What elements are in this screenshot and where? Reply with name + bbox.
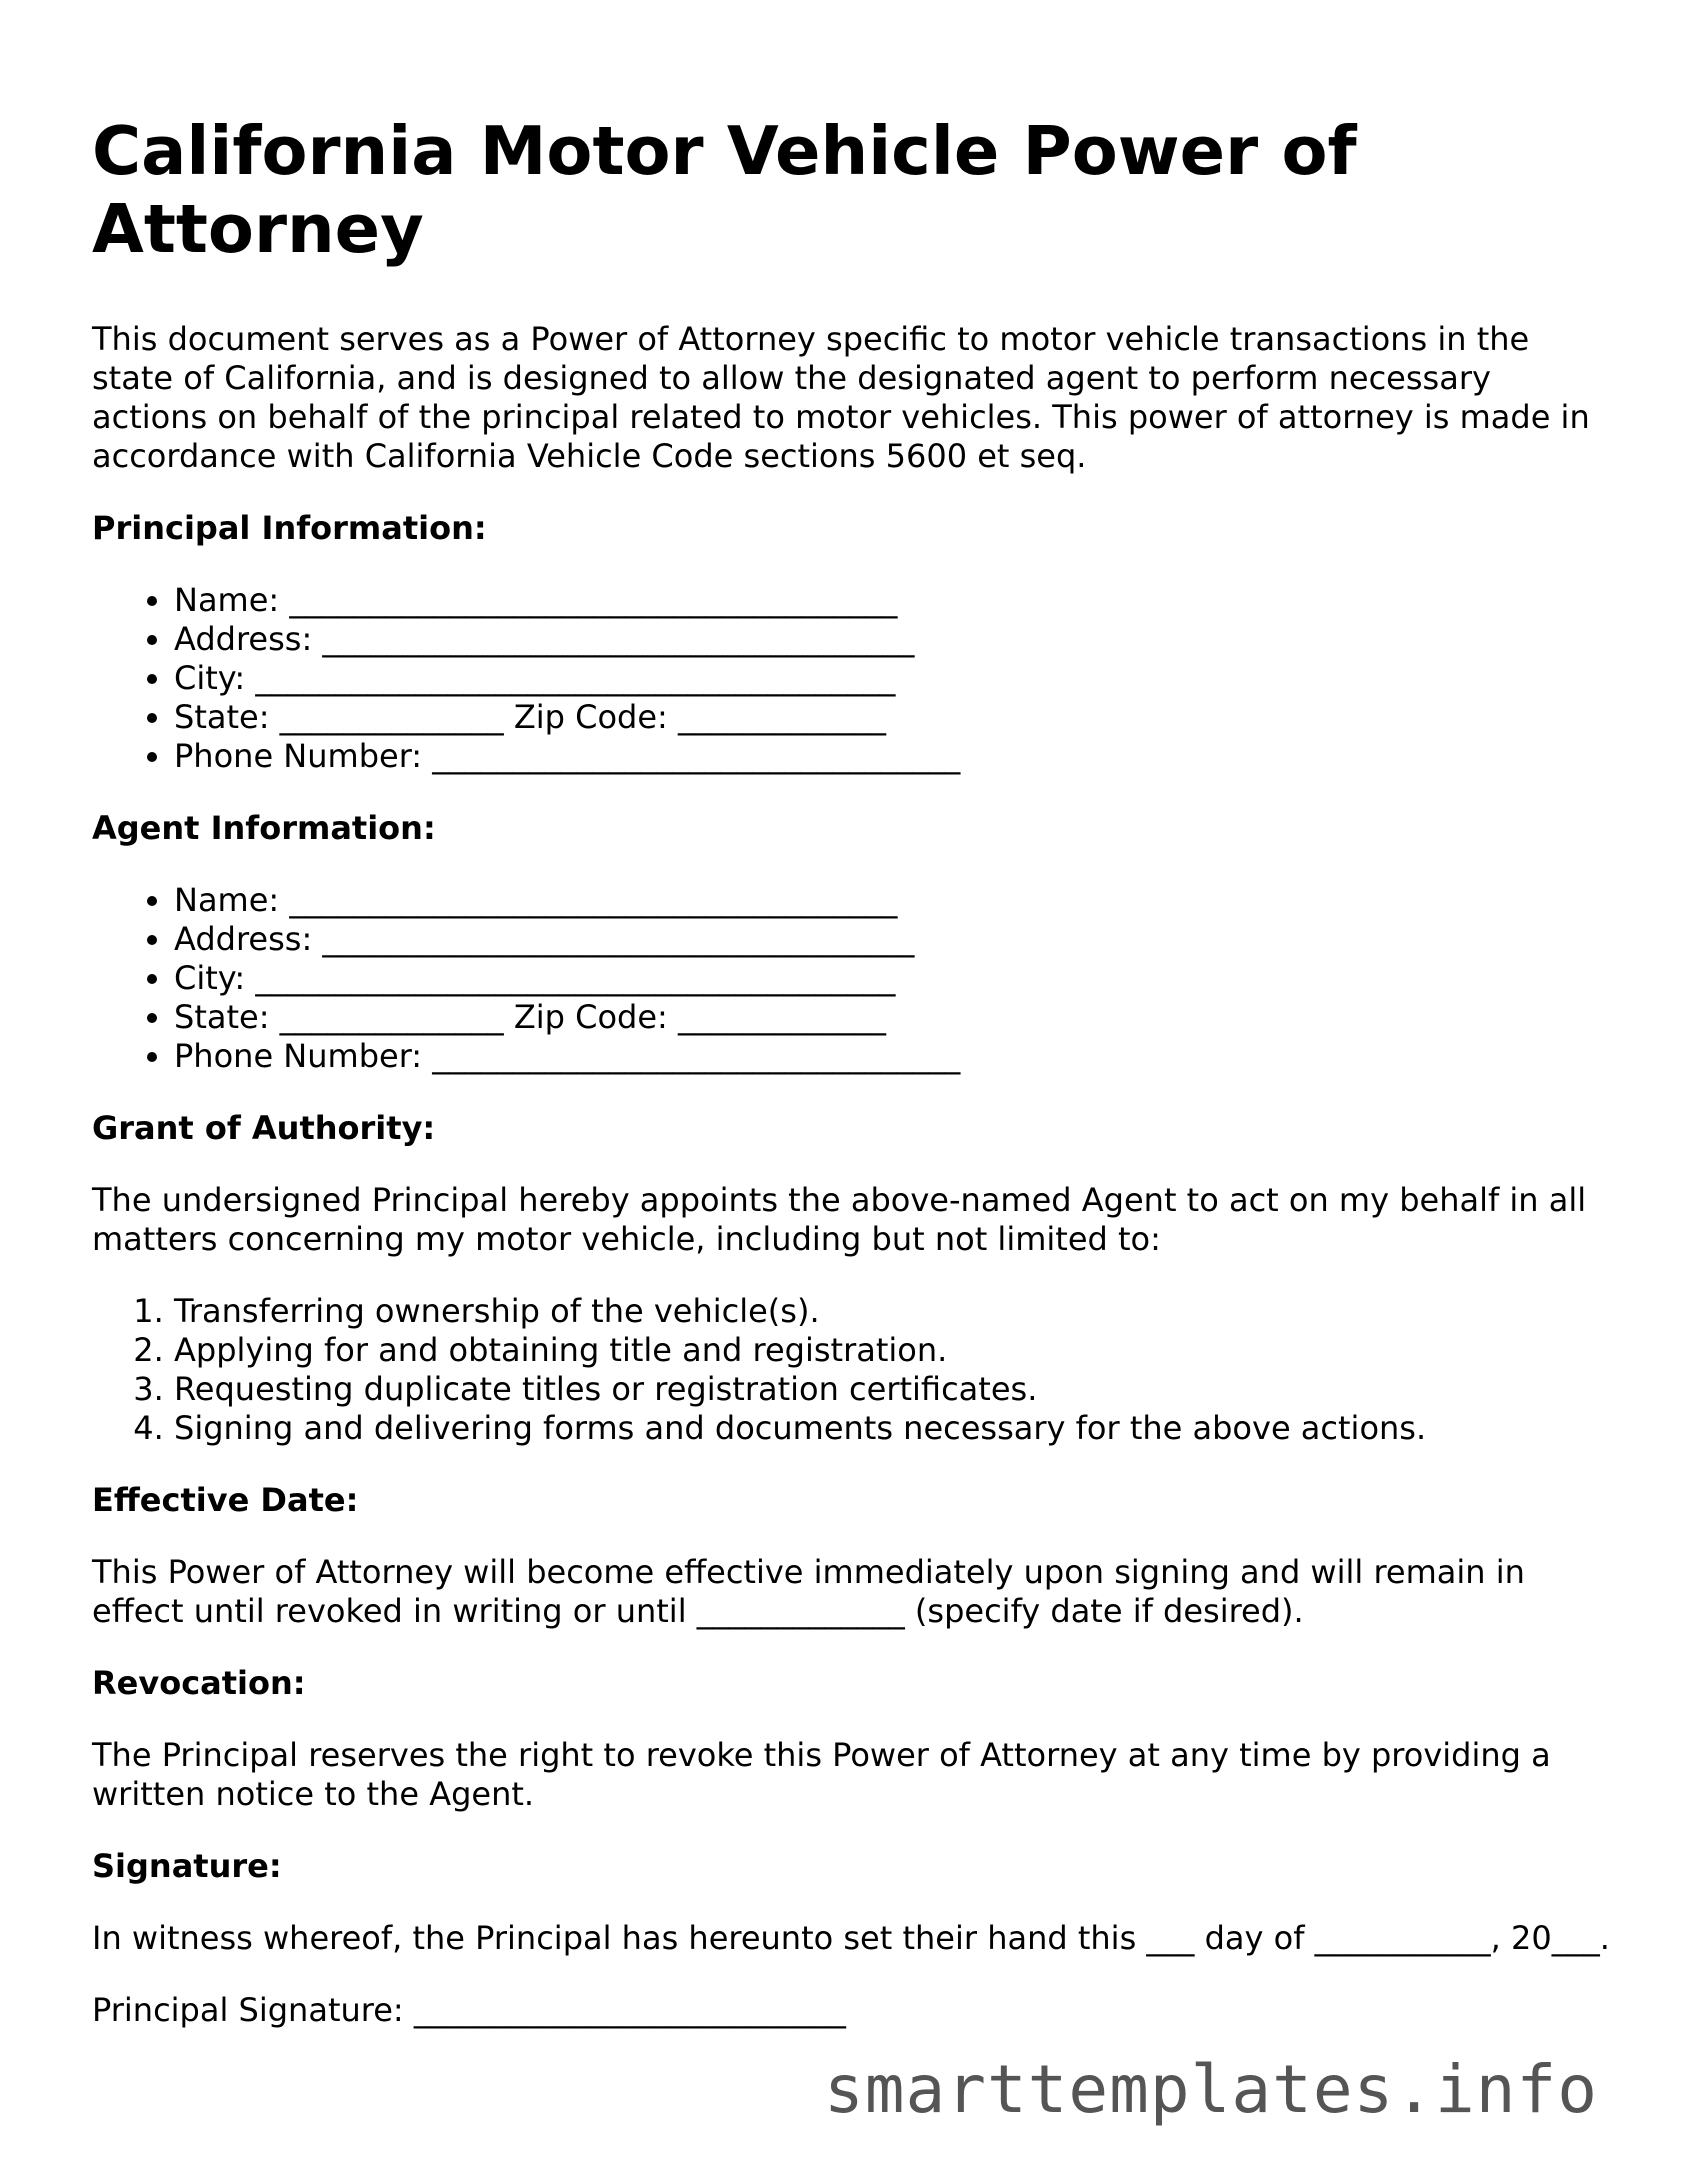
- intro-paragraph: This document serves as a Power of Attorney specific to motor vehicle transactions in the state of California, and is designed to allow the designated agent to perform necessary actions on behalf of the principal related to motor vehicles. This power of attorney is made in accordance with California Vehicle Code sections 5600 et seq.: [92, 320, 1590, 475]
- principal-city-field: • City: ________________________________________: [174, 659, 1612, 698]
- agent-heading: Agent Information:: [92, 809, 436, 847]
- agent-city-field: • City: ________________________________________: [174, 959, 1612, 998]
- grant-item: 1. Transferring ownership of the vehicle(s).: [174, 1292, 1612, 1331]
- grant-paragraph: The undersigned Principal hereby appoints the above-named Agent to act on my behalf in all matters concerning my motor vehicle, including but not limited to:: [92, 1181, 1587, 1258]
- effective-date-heading: Effective Date:: [92, 1481, 359, 1519]
- agent-phone-field: • Phone Number: _________________________________: [174, 1037, 1612, 1076]
- principal-address-field: • Address: _____________________________________: [174, 620, 1612, 659]
- grant-item: 4. Signing and delivering forms and documents necessary for the above actions.: [174, 1409, 1612, 1448]
- grant-items-list: [92, 1292, 1612, 1448]
- watermark: smarttemplates.info: [824, 2051, 1598, 2128]
- principal-state-zip-field: • State: ______________ Zip Code: _____________: [174, 698, 1612, 737]
- agent-name-field: • Name: ______________________________________: [174, 881, 1612, 920]
- agent-address-field: • Address: _____________________________________: [174, 920, 1612, 959]
- agent-state-zip-field: • State: ______________ Zip Code: _____________: [174, 998, 1612, 1037]
- principal-phone-field: • Phone Number: _________________________________: [174, 737, 1612, 776]
- grant-heading: Grant of Authority:: [92, 1109, 436, 1147]
- signature-paragraph: In witness whereof, the Principal has hereunto set their hand this ___ day of ___________, 20___.: [92, 1919, 1610, 1957]
- document-title: California Motor Vehicle Power of Attorney: [92, 112, 1357, 268]
- principal-signature-line: Principal Signature: ___________________________: [92, 1991, 846, 2029]
- revocation-heading: Revocation:: [92, 1664, 306, 1702]
- document-page: [92, 112, 1612, 2063]
- signature-heading: Signature:: [92, 1847, 282, 1885]
- agent-fields-list: [92, 881, 1612, 1076]
- effective-date-paragraph: This Power of Attorney will become effective immediately upon signing and will remain in effect until revoked in writing or until _____________ (specify date if desired).: [92, 1553, 1525, 1630]
- grant-item: 3. Requesting duplicate titles or registration certificates.: [174, 1370, 1612, 1409]
- grant-item: 2. Applying for and obtaining title and registration.: [174, 1331, 1612, 1370]
- principal-heading: Principal Information:: [92, 509, 487, 547]
- principal-name-field: • Name: ______________________________________: [174, 581, 1612, 620]
- revocation-paragraph: The Principal reserves the right to revoke this Power of Attorney at any time by providing a written notice to the Agent.: [92, 1736, 1551, 1813]
- principal-fields-list: [92, 581, 1612, 776]
